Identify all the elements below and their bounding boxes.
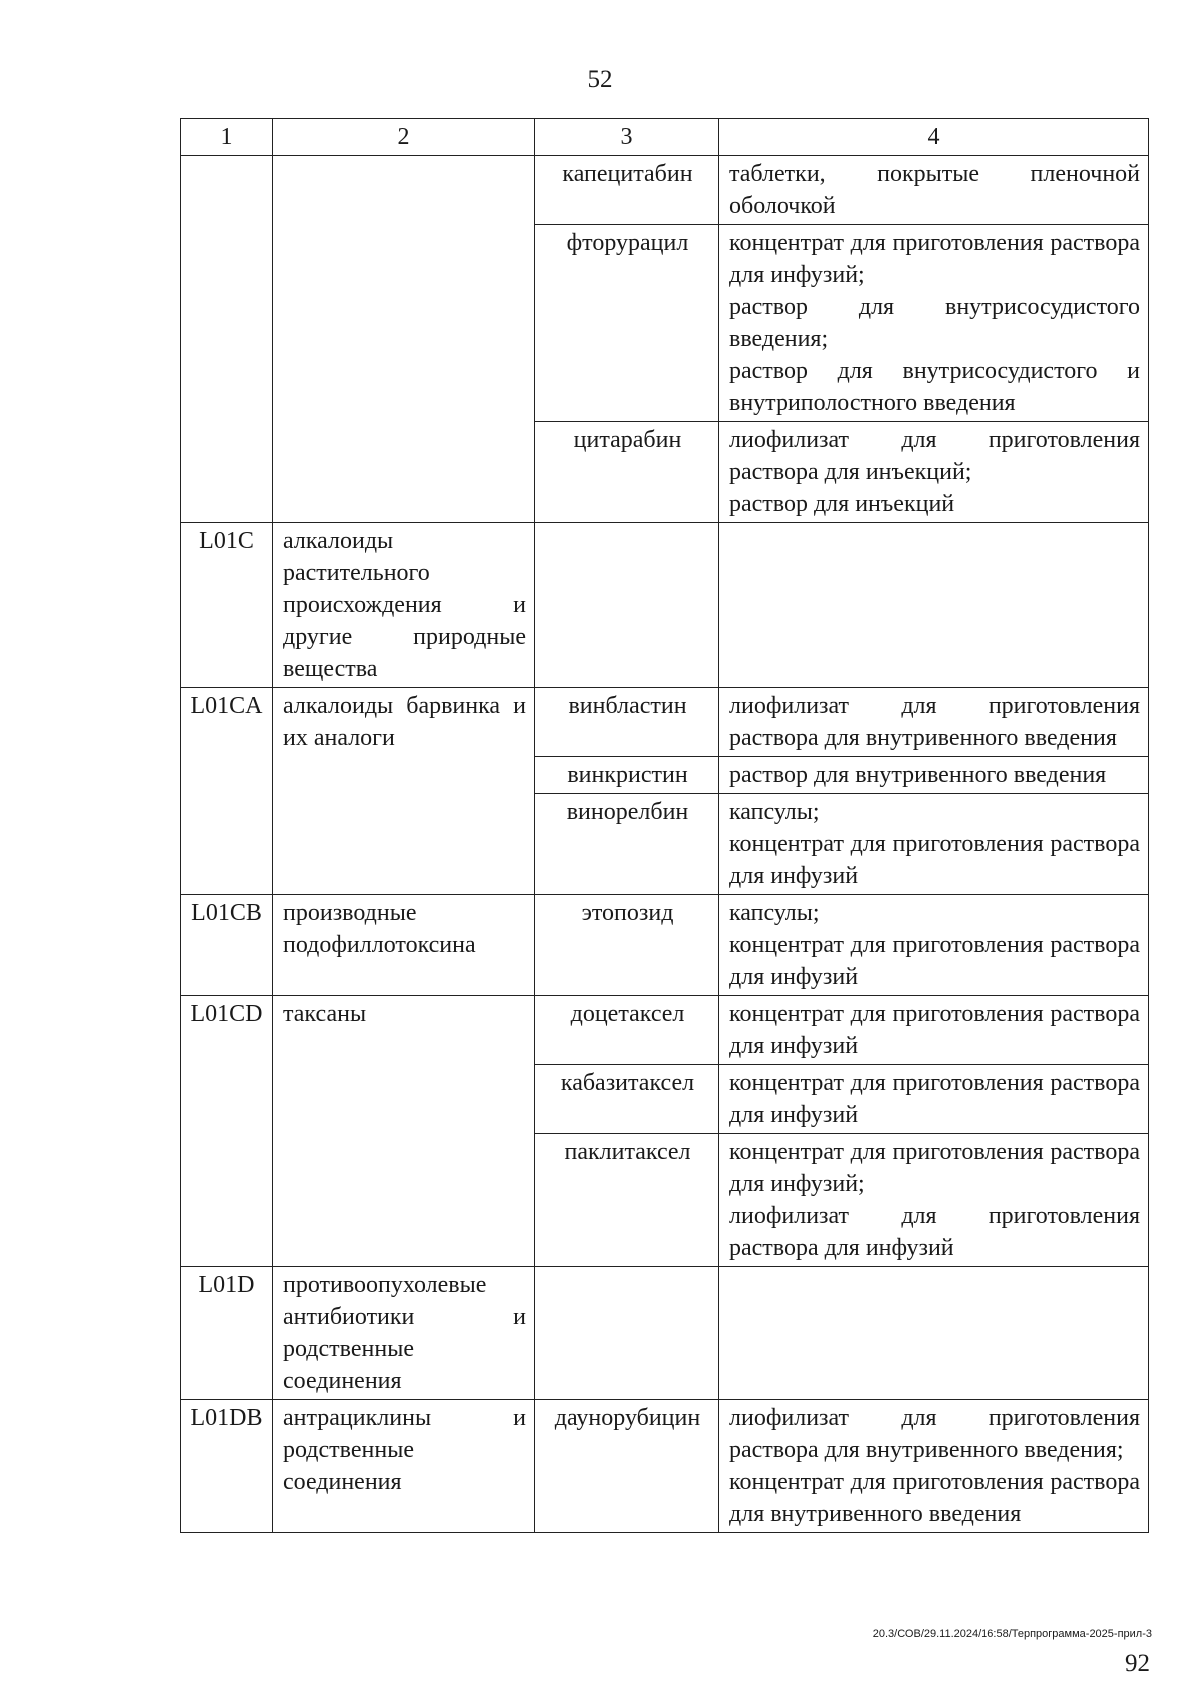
dosage-form: капсулы; <box>729 799 820 825</box>
dosage-form-cell <box>719 1065 1149 1134</box>
drug-name-cell <box>535 523 719 688</box>
drug-name-cell: кабазитаксел <box>535 1065 719 1134</box>
dosage-form: лиофилизат для приготовления раствора для инфузий <box>729 1203 1140 1261</box>
drug-name-cell: капецитабин <box>535 156 719 225</box>
dosage-form: концентрат для приготовления раствора для инфузий <box>729 1070 1140 1128</box>
dosage-form-cell <box>719 996 1149 1065</box>
dosage-form: лиофилизат для приготовления раствора для внутривенного введения <box>729 693 1140 751</box>
drug-name-cell: цитарабин <box>535 422 719 523</box>
group-name-cell: антрациклины и родственные соединения <box>273 1400 535 1533</box>
drug-table <box>180 118 1149 1533</box>
dosage-form: концентрат для приготовления раствора для инфузий <box>729 932 1140 990</box>
dosage-form: концентрат для приготовления раствора для внутривенного введения <box>729 1469 1140 1527</box>
dosage-form-cell <box>719 757 1149 794</box>
dosage-form-cell <box>719 1267 1149 1400</box>
drug-name-cell: паклитаксел <box>535 1134 719 1267</box>
dosage-form-cell <box>719 523 1149 688</box>
drug-name-cell: винкристин <box>535 757 719 794</box>
dosage-form: концентрат для приготовления раствора для инфузий; <box>729 230 1140 288</box>
atc-code-cell: L01D <box>181 1267 273 1400</box>
page-number: 52 <box>587 66 613 93</box>
drug-name-cell: этопозид <box>535 895 719 996</box>
column-header-4: 4 <box>719 119 1149 156</box>
drug-name-cell: даунорубицин <box>535 1400 719 1533</box>
dosage-form: концентрат для приготовления раствора для инфузий <box>729 1001 1140 1059</box>
dosage-form: раствор для внутривенного введения <box>729 762 1107 788</box>
table-body <box>181 156 1149 1533</box>
dosage-form: концентрат для приготовления раствора для инфузий <box>729 831 1140 889</box>
document-id: 20.3/СОВ/29.11.2024/16:58/Терпрограмма-2025-прил-3 <box>872 1628 1152 1640</box>
dosage-form-cell <box>719 422 1149 523</box>
table-row <box>181 1400 1149 1533</box>
drug-name-cell: винбластин <box>535 688 719 757</box>
table-row <box>181 996 1149 1065</box>
dosage-form-cell <box>719 794 1149 895</box>
dosage-form: раствор для инъекций <box>729 491 955 517</box>
dosage-form-cell <box>719 895 1149 996</box>
dosage-form: лиофилизат для приготовления раствора для инъекций; <box>729 427 1140 485</box>
column-header-3: 3 <box>535 119 719 156</box>
group-name-cell: таксаны <box>273 996 535 1267</box>
dosage-form-cell <box>719 225 1149 422</box>
dosage-form: концентрат для приготовления раствора для инфузий; <box>729 1139 1140 1197</box>
table-row <box>181 156 1149 225</box>
atc-code-cell <box>181 156 273 523</box>
group-name-cell <box>273 156 535 523</box>
column-header-2: 2 <box>273 119 535 156</box>
header-row <box>181 119 1149 156</box>
atc-code-cell: L01DB <box>181 1400 273 1533</box>
table-row <box>181 1267 1149 1400</box>
atc-code-cell: L01CD <box>181 996 273 1267</box>
table-row <box>181 895 1149 996</box>
column-header-1: 1 <box>181 119 273 156</box>
dosage-form-cell <box>719 1134 1149 1267</box>
drug-name-cell: доцетаксел <box>535 996 719 1065</box>
table-row <box>181 688 1149 757</box>
dosage-form: лиофилизат для приготовления раствора для внутривенного введения; <box>729 1405 1140 1463</box>
dosage-form-cell <box>719 156 1149 225</box>
dosage-form: капсулы; <box>729 900 820 926</box>
group-name-cell: производные подофиллотоксина <box>273 895 535 996</box>
drug-name-cell: фторурацил <box>535 225 719 422</box>
atc-code-cell: L01CB <box>181 895 273 996</box>
atc-code-cell: L01C <box>181 523 273 688</box>
group-name-cell: противоопухолевые антибиотики и родственные соединения <box>273 1267 535 1400</box>
atc-code-cell: L01CA <box>181 688 273 895</box>
dosage-form-cell <box>719 688 1149 757</box>
dosage-form: раствор для внутрисосудистого и внутриполостного введения <box>729 358 1140 416</box>
dosage-form-cell <box>719 1400 1149 1533</box>
drug-name-cell: винорелбин <box>535 794 719 895</box>
drug-name-cell <box>535 1267 719 1400</box>
group-name-cell: алкалоиды барвинка и их аналоги <box>273 688 535 895</box>
dosage-form: раствор для внутрисосудистого введения; <box>729 294 1140 352</box>
group-name-cell: алкалоиды растительного происхождения и другие природные вещества <box>273 523 535 688</box>
sheet-number: 92 <box>1125 1650 1150 1677</box>
table-row <box>181 523 1149 688</box>
dosage-form: таблетки, покрытые пленочной оболочкой <box>729 161 1140 219</box>
